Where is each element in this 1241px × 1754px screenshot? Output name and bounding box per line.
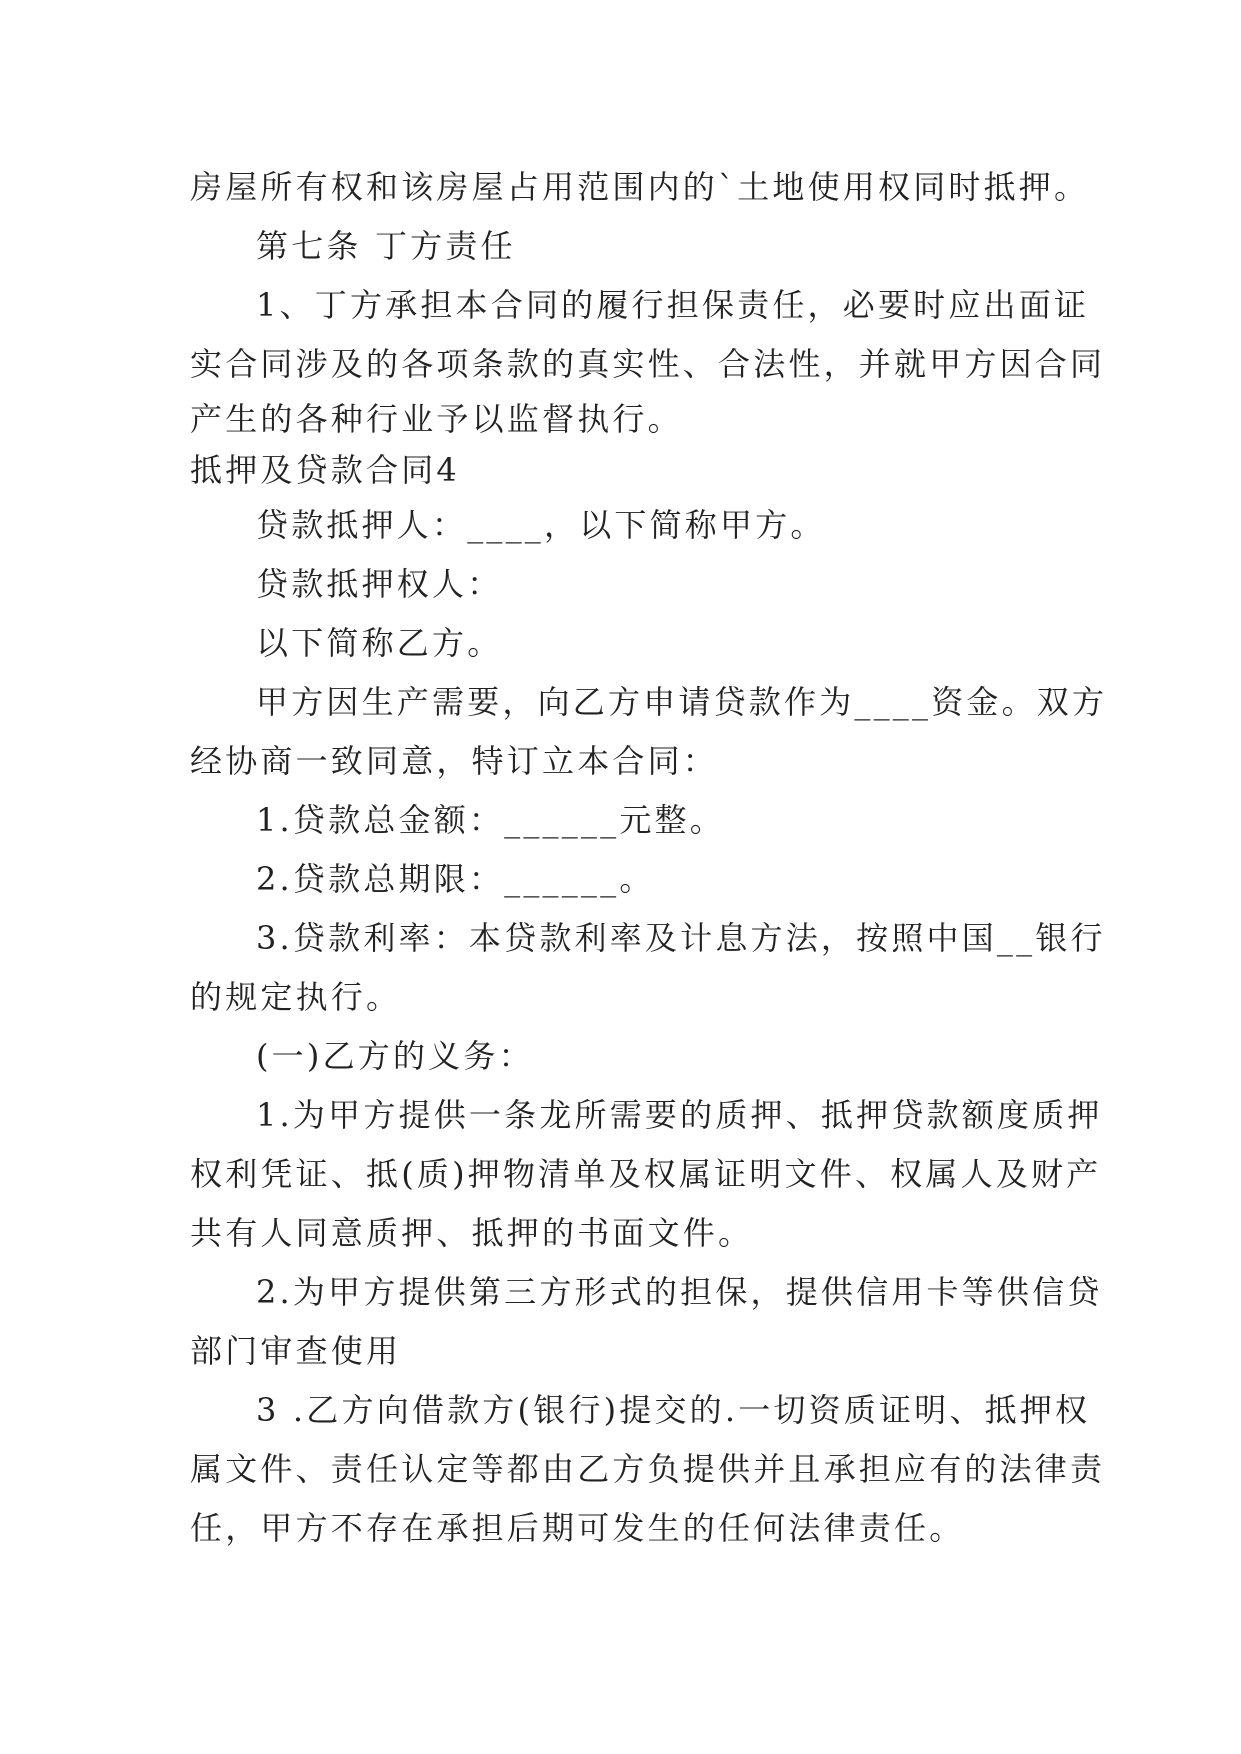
text-line: 3.贷款利率：本贷款利率及计息方法，按照中国__银行	[256, 919, 1106, 957]
text-line: 1.为甲方提供一条龙所需要的质押、抵押贷款额度质押	[256, 1096, 1103, 1134]
text-line: 任，甲方不存在承担后期可发生的任何法律责任。	[190, 1509, 965, 1547]
text-line: 产生的各种行业予以监督执行。	[190, 400, 683, 438]
text-line: 2.为甲方提供第三方形式的担保，提供信用卡等供信贷	[256, 1273, 1103, 1311]
text-line: 实合同涉及的各项条款的真实性、合法性，并就甲方因合同	[190, 345, 1106, 383]
text-line: 共有人同意质押、抵押的书面文件。	[190, 1214, 754, 1252]
text-line: (一)乙方的义务：	[256, 1037, 534, 1075]
text-line: 属文件、责任认定等都由乙方负提供并且承担应有的法律责	[190, 1450, 1106, 1488]
text-line: 经协商一致同意，特订立本合同：	[190, 742, 719, 780]
text-line: 2.贷款总期限：______。	[256, 860, 655, 898]
text-line: 以下简称乙方。	[256, 624, 503, 662]
document-body	[190, 158, 1108, 1558]
text-line: 1.贷款总金额：______元整。	[256, 801, 725, 839]
text-line: 3 .乙方向借款方(银行)提交的.一切资质证明、抵押权	[256, 1391, 1091, 1429]
text-line: 贷款抵押人：____，以下简称甲方。	[256, 506, 826, 544]
text-line: 权利凭证、抵(质)押物清单及权属证明文件、权属人及财产	[190, 1155, 1102, 1193]
text-line: 1、丁方承担本合同的履行担保责任，必要时应出面证	[256, 286, 1090, 324]
text-line: 贷款抵押权人：	[256, 565, 503, 603]
text-line: 甲方因生产需要，向乙方申请贷款作为____资金。双方	[256, 683, 1108, 721]
article-heading: 第七条 丁方责任	[256, 227, 516, 265]
text-line: 部门审查使用	[190, 1332, 402, 1370]
text-line: 的规定执行。	[190, 978, 402, 1016]
section-title: 抵押及贷款合同4	[190, 451, 460, 489]
text-line: 房屋所有权和该房屋占用范围内的`土地使用权同时抵押。	[190, 168, 1090, 206]
